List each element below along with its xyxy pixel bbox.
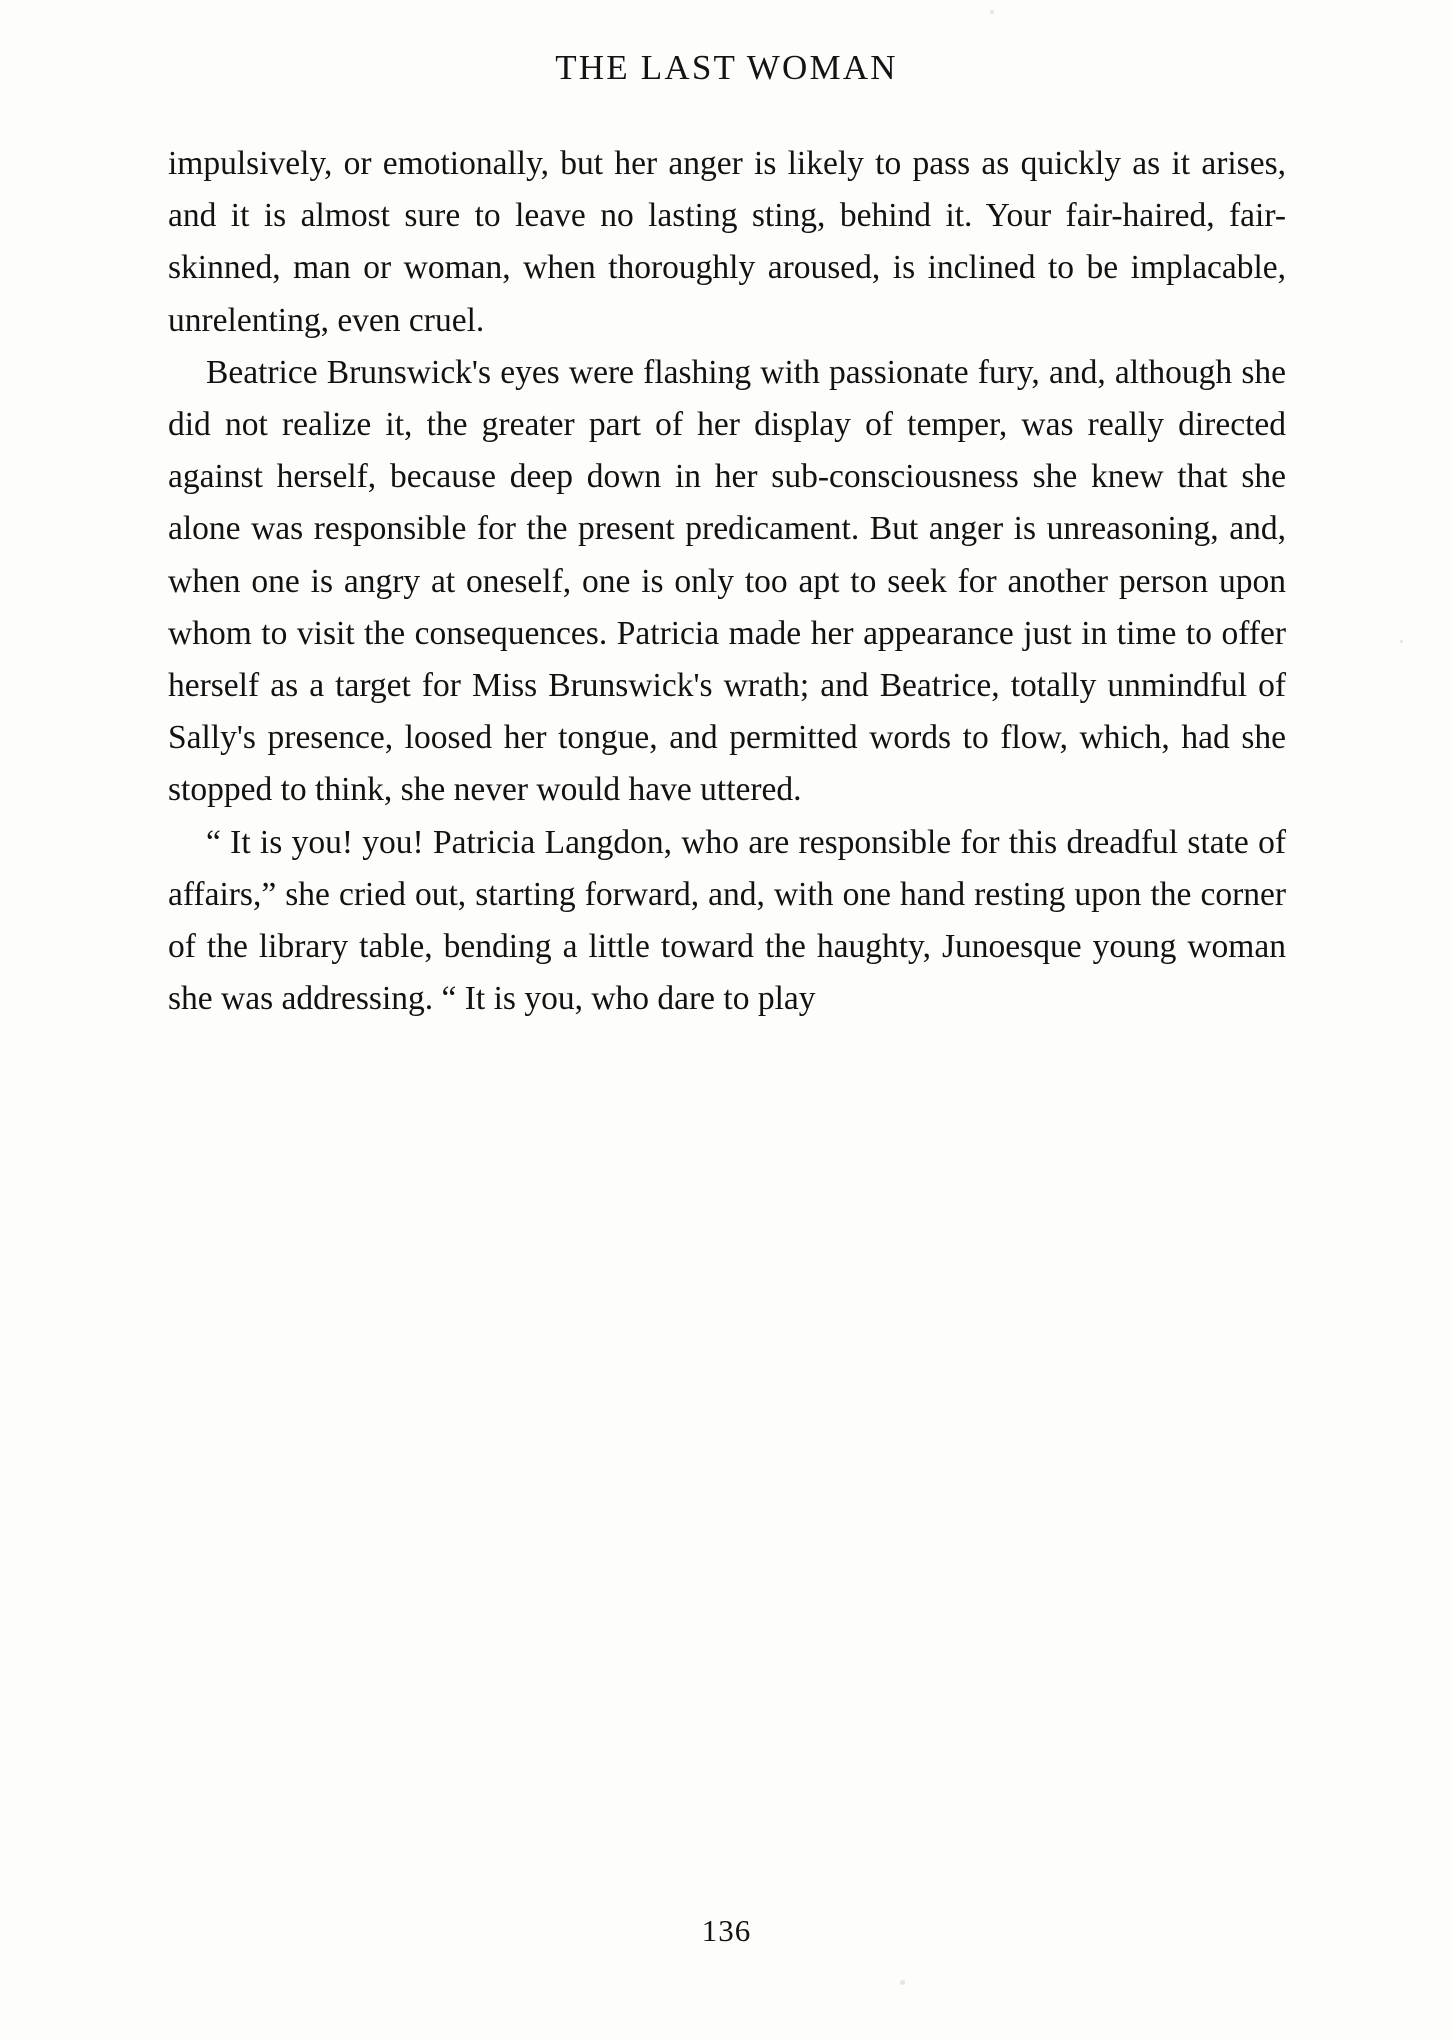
paragraph: “ It is you! you! Patricia Langdon, who are responsible for this dreadful state of affairs,” she cried out, starting forward, and, with one hand resting upon the corner of the library table, bending a little toward the haughty, Junoesque young woman she was addressing. “ It is you, who dare to play — [168, 823, 1286, 1018]
scan-speck — [990, 10, 994, 14]
running-head: THE LAST WOMAN — [555, 48, 898, 87]
page-body — [168, 138, 1286, 1025]
page-number: 136 — [701, 1913, 752, 1948]
paragraph: impulsively, or emotionally, but her anger is likely to pass as quickly as it arises, and it is almost sure to leave no lasting sting, behind it. Your fair-haired, fair-skinned, man or woman, when thoroughly aroused, is inclined to be implacable, unrelenting, even cruel. — [168, 145, 1286, 339]
paragraph: Beatrice Brunswick's eyes were flashing with passionate fury, and, although she did not realize it, the greater part of her display of temper, was really directed against herself, because deep down in her sub-consciousness she knew that she alone was responsible for the present predicament. But anger is unreasoning, and, when one is angry at oneself, one is only too apt to seek for another person upon whom to visit the consequences. Patricia made her appearance just in time to offer herself as a target for Miss Brunswick's wrath; and Beatrice, totally unmindful of Sally's presence, loosed her tongue, and permitted words to flow, which, had she stopped to think, she never would have uttered. — [168, 353, 1286, 809]
scan-speck — [900, 1980, 905, 1985]
scan-speck — [1400, 640, 1403, 643]
